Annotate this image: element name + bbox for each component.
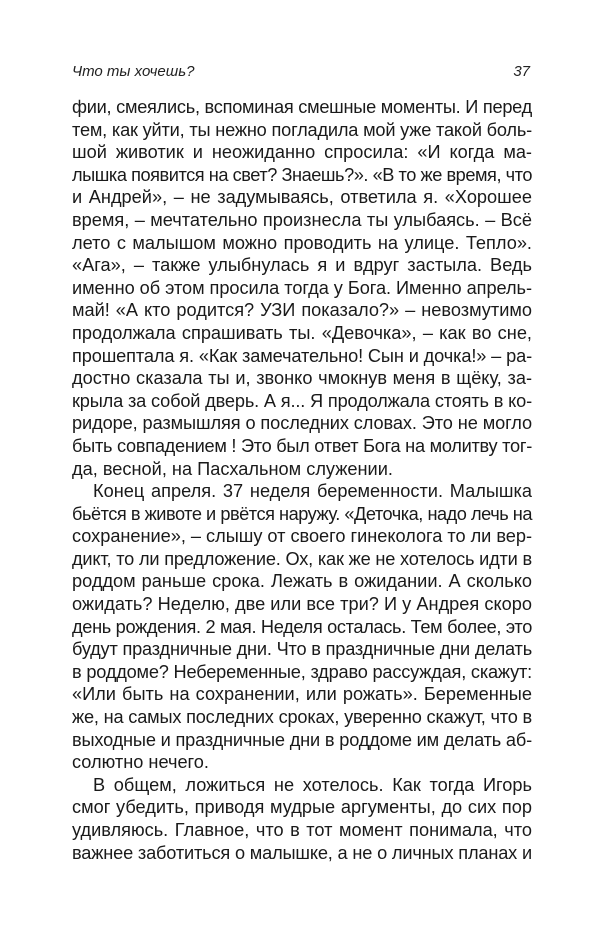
text-line: бьётся в животе и рвётся наружу. «Деточка, надо лечь на	[72, 503, 532, 524]
paragraph	[72, 480, 532, 774]
text-line: именно об этом просила тогда у Бога. Именно апрель-	[72, 277, 532, 298]
text-line: Конец апреля. 37 неделя беременности. Малышка	[93, 481, 532, 502]
text-line: удивляюсь. Главное, что в тот момент понимала, что	[72, 820, 532, 840]
text-line: тем, как уйти, ты нежно погладила мой уже такой боль-	[72, 119, 532, 140]
text-line: шой животик и неожиданно спросила: «И когда ма-	[72, 142, 532, 163]
running-title: Что ты хочешь?	[72, 63, 195, 80]
text-line: будут праздничные дни. Что в праздничные дни делать	[72, 639, 532, 660]
running-header	[72, 63, 530, 87]
text-line: достно сказала ты и, звонко чмокнув меня в щёку, за-	[72, 368, 532, 389]
text-line: «Или быть на сохранении, или рожать». Беременные	[72, 684, 532, 705]
text-line: же, на самых последних сроках, уверенно скажут, что в	[72, 707, 532, 728]
text-line: и Андрей», – не задумываясь, ответила я. «Хорошее	[72, 187, 532, 208]
text-line: лето с малышом можно проводить на улице. Тепло».	[72, 232, 532, 253]
text-line: в роддоме? Небеременные, здраво рассуждая, скажут:	[72, 661, 532, 682]
text-line: ожидать? Неделю, две или все три? И у Андрея скоро	[72, 594, 532, 615]
text-line: В общем, ложиться не хотелось. Как тогда Игорь	[93, 774, 532, 795]
page-number: 37	[513, 63, 530, 80]
text-line: да, весной, на Пасхальном служении.	[72, 458, 393, 479]
text-line: время, – мечтательно произнесла ты улыбаясь. – Всё	[72, 209, 532, 230]
paragraph	[72, 96, 532, 480]
text-line: продолжала спрашивать ты. «Девочка», – как во сне,	[72, 322, 532, 343]
text-line: крыла за собой дверь. А я... Я продолжала стоять в ко-	[72, 390, 532, 411]
text-line: сохранение», – слышу от своего гинеколога то ли вер-	[72, 526, 532, 547]
text-line: «Ага», – также улыбнулась я и вдруг застыла. Ведь	[72, 255, 532, 276]
text-line: важнее заботиться о малышке, а не о личных планах и	[72, 842, 532, 863]
body-text	[72, 96, 532, 864]
text-line: роддом раньше срока. Лежать в ожидании. А сколько	[72, 571, 532, 592]
text-line: май! «А кто родится? УЗИ показало?» – невозмутимо	[72, 300, 532, 321]
text-line: дикт, то ли предложение. Ох, как же не хотелось идти в	[72, 548, 532, 569]
text-line: прошептала я. «Как замечательно! Сын и дочка!» – ра-	[72, 345, 532, 366]
paragraph	[72, 774, 532, 864]
text-line: лышка появится на свет? Знаешь?». «В то же время, что	[72, 164, 532, 185]
text-line: смог убедить, приводя мудрые аргументы, до сих пор	[72, 797, 532, 818]
text-line: фии, смеялись, вспоминая смешные моменты. И перед	[72, 97, 532, 117]
text-line: быть совпадением ! Это был ответ Бога на молитву тог-	[72, 435, 532, 456]
text-line: выходные и праздничные дни в роддоме им делать аб-	[72, 729, 532, 750]
text-line: солютно нечего.	[72, 752, 209, 773]
text-line: день рождения. 2 мая. Неделя осталась. Тем более, это	[72, 616, 532, 637]
text-line: ридоре, размышляя о последних словах. Это не могло	[72, 413, 532, 434]
